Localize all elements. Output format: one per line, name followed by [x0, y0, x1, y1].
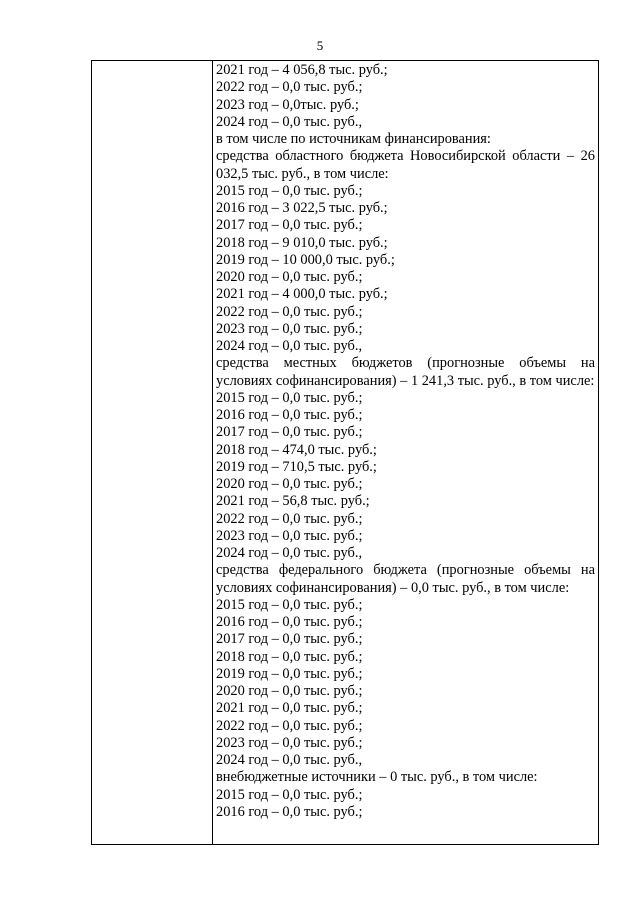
federal-year-line: 2020 год – 0,0 тыс. руб.; [216, 683, 363, 699]
local-year-line: 2020 год – 0,0 тыс. руб.; [216, 476, 363, 492]
regional-year-line: 2018 год – 9 010,0 тыс. руб.; [216, 234, 388, 251]
page-number: 5 [316, 38, 324, 53]
federal-year-line: 2021 год – 0,0 тыс. руб.; [216, 700, 363, 717]
regional-year-line: 2021 год – 4 000,0 тыс. руб.; [216, 286, 388, 303]
table-column-divider [212, 60, 213, 845]
local-year-line: 2015 год – 0,0 тыс. руб.; [216, 389, 363, 406]
federal-year-line: 2022 год – 0,0 тыс. руб.; [216, 717, 363, 734]
local-year-line: 2017 год – 0,0 тыс. руб.; [216, 424, 363, 441]
local-year-line: 2021 год – 56,8 тыс. руб.; [216, 493, 370, 510]
federal-year-line: 2015 год – 0,0 тыс. руб.; [216, 596, 363, 613]
federal-year-line: 2018 год – 0,0 тыс. руб.; [216, 648, 363, 665]
funding-line: 2021 год – 4 056,8 тыс. руб.; [216, 62, 388, 78]
funding-line: 2023 год – 0,0тыс. руб.; [216, 96, 359, 113]
funding-cell [216, 62, 595, 821]
regional-year-line: 2022 год – 0,0 тыс. руб.; [216, 303, 363, 320]
federal-year-line: 2024 год – 0,0 тыс. руб., [216, 752, 363, 768]
regional-year-line: 2020 год – 0,0 тыс. руб.; [216, 269, 363, 285]
local-year-line: 2019 год – 710,5 тыс. руб.; [216, 458, 377, 475]
local-budget-paragraph: средства местных бюджетов (прогнозные объемы на условиях софинансирования) – 1 241,3 тыс. руб., в том числе: [216, 355, 595, 389]
federal-year-line: 2019 год – 0,0 тыс. руб.; [216, 665, 363, 682]
federal-year-line: 2016 год – 0,0 тыс. руб.; [216, 614, 363, 630]
extrabudget-year-line: 2016 год – 0,0 тыс. руб.; [216, 803, 363, 820]
local-year-line: 2022 год – 0,0 тыс. руб.; [216, 510, 363, 527]
local-year-line: 2016 год – 0,0 тыс. руб.; [216, 407, 363, 423]
federal-budget-paragraph: средства федерального бюджета (прогнозные объемы на условиях софинансирования) – 0,0 тыс. руб., в том числе: [216, 562, 595, 596]
federal-year-line: 2017 год – 0,0 тыс. руб.; [216, 631, 363, 648]
extrabudget-year-line: 2015 год – 0,0 тыс. руб.; [216, 786, 363, 803]
funding-sources-heading: в том числе по источникам финансирования: [216, 131, 491, 147]
local-year-line: 2018 год – 474,0 тыс. руб.; [216, 441, 377, 458]
local-year-line: 2024 год – 0,0 тыс. руб., [216, 545, 363, 561]
federal-year-line: 2023 год – 0,0 тыс. руб.; [216, 734, 363, 751]
regional-year-line: 2016 год – 3 022,5 тыс. руб.; [216, 200, 388, 216]
funding-line: 2022 год – 0,0 тыс. руб.; [216, 79, 363, 96]
regional-year-line: 2023 год – 0,0 тыс. руб.; [216, 320, 363, 337]
local-year-line: 2023 год – 0,0 тыс. руб.; [216, 527, 363, 544]
extrabudget-line: внебюджетные источники – 0 тыс. руб., в том числе: [216, 769, 538, 786]
regional-year-line: 2015 год – 0,0 тыс. руб.; [216, 182, 363, 199]
regional-year-line: 2017 год – 0,0 тыс. руб.; [216, 217, 363, 234]
regional-year-line: 2024 год – 0,0 тыс. руб., [216, 338, 363, 354]
regional-year-line: 2019 год – 10 000,0 тыс. руб.; [216, 251, 395, 268]
funding-line: 2024 год – 0,0 тыс. руб., [216, 113, 363, 130]
regional-budget-paragraph: средства областного бюджета Новосибирской области – 26 032,5 тыс. руб., в том числе: [216, 148, 595, 182]
